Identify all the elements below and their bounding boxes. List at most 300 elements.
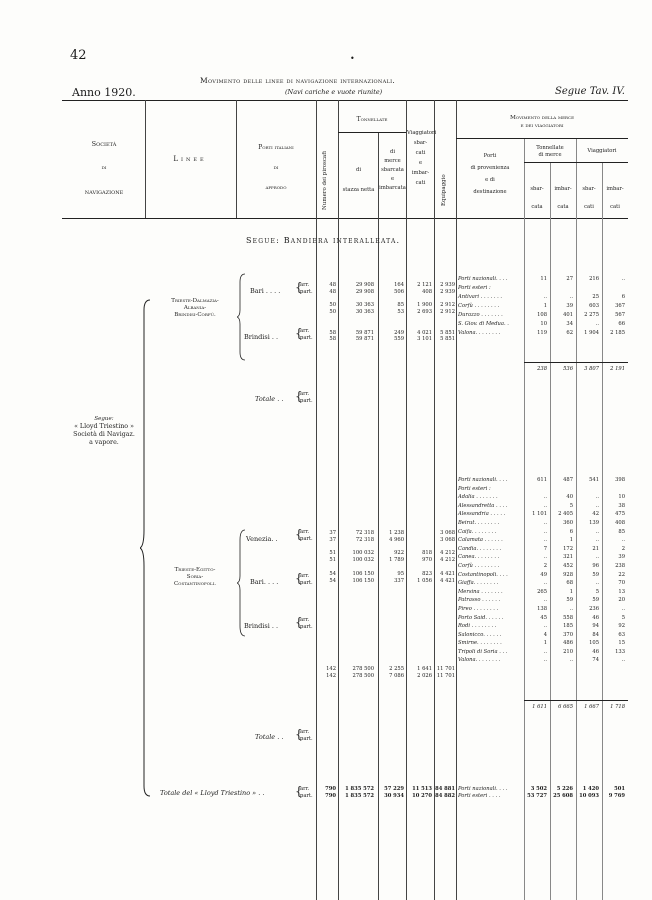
cell: Mersina . . . . . . . xyxy=(458,588,503,595)
cell: 11 513 xyxy=(412,786,432,792)
cell: 6 xyxy=(621,294,625,300)
cell: 85 xyxy=(397,302,404,309)
cell: 370 xyxy=(563,631,573,638)
cell xyxy=(406,605,432,612)
cell xyxy=(524,284,547,293)
cell: 51 xyxy=(329,557,336,564)
cell: 2 121 xyxy=(417,282,432,288)
cell: 1 420 xyxy=(582,786,599,792)
cell: 54 xyxy=(329,570,336,577)
cell: 74 xyxy=(592,657,599,664)
cell: 2 693 xyxy=(417,309,432,316)
grand-total-label: Totale del « Lloyd Triestino » . . xyxy=(160,789,265,797)
cell: 249 xyxy=(394,329,404,336)
cell: 27 xyxy=(566,276,573,282)
cell: Tripoli di Soria . . . xyxy=(458,648,508,655)
cell xyxy=(338,632,374,639)
cell: 603 xyxy=(589,303,599,309)
cell xyxy=(432,598,455,605)
rb2-total: 1 718 xyxy=(610,704,625,710)
part-tag: part. xyxy=(300,735,313,742)
rgt-sbarcati xyxy=(576,786,599,800)
cell: 50 xyxy=(329,309,336,316)
cell: 5 226 xyxy=(556,786,573,792)
cell: 25 xyxy=(592,294,599,300)
cell: Patrasso . . . . . . xyxy=(458,597,501,604)
rgt-imbarcata xyxy=(550,786,573,800)
cell: 38 xyxy=(618,502,625,509)
cell: 1 056 xyxy=(417,577,432,584)
cell: 3 068 xyxy=(440,536,455,543)
cell: Calamata . . . . . . xyxy=(458,537,503,544)
cell: 2 255 xyxy=(389,665,404,672)
l1-equip xyxy=(432,282,455,343)
cell: 4 212 xyxy=(440,557,455,564)
cell: 15 xyxy=(618,640,625,647)
rb2-total-line xyxy=(524,700,628,701)
cell: 790 xyxy=(325,792,336,799)
gt-stazza xyxy=(338,786,374,800)
l2-viagg xyxy=(406,530,432,680)
header-divider xyxy=(456,100,457,900)
header-bottom-line xyxy=(62,218,628,219)
cell: 45 xyxy=(540,614,547,621)
cell xyxy=(338,646,374,653)
port-label: Brindisi . . xyxy=(244,622,279,630)
rb2-ports xyxy=(458,476,524,665)
part-tag: part. xyxy=(300,334,313,341)
rb1-imbarcata xyxy=(550,275,573,338)
cell: Corfù . . . . . . . . xyxy=(458,562,500,569)
cell: 10 270 xyxy=(412,792,432,799)
cell xyxy=(316,659,336,666)
l2-merce xyxy=(378,530,404,680)
cell: 7 086 xyxy=(389,672,404,679)
cell: 30 363 xyxy=(355,309,374,316)
cell: Salonicco. . . . . . xyxy=(458,631,502,638)
dot-mark: • xyxy=(350,54,355,63)
cell: Beirut. . . . . . . . xyxy=(458,519,500,526)
cell xyxy=(378,591,404,598)
cell: 1 789 xyxy=(389,557,404,564)
cell: .. xyxy=(543,580,547,587)
cell: 2 912 xyxy=(440,309,455,316)
cell: 13 xyxy=(618,588,625,595)
rb2-total: 1 611 xyxy=(532,704,547,710)
arr-tag: arr. xyxy=(300,573,310,579)
cell xyxy=(406,618,432,625)
cell: Porti nazionali. . . . xyxy=(458,477,508,483)
cell: 39 xyxy=(566,303,573,309)
cell: 2 xyxy=(621,545,625,552)
cell: 48 xyxy=(329,288,336,295)
cell: 558 xyxy=(563,614,573,621)
cell: 50 xyxy=(329,302,336,309)
cell xyxy=(316,652,336,659)
header-imbarcata: imbar- cata xyxy=(554,186,572,210)
company-name: Segue: « Lloyd Triestino » Società di Navigaz. a vapore. xyxy=(73,416,135,446)
rb1-sbarcata xyxy=(524,275,547,338)
cell xyxy=(406,639,432,646)
l2-equip xyxy=(432,530,455,680)
cell: .. xyxy=(543,494,547,501)
cell: 7 xyxy=(543,545,547,552)
cell: 10 xyxy=(540,321,547,327)
sub-underline xyxy=(524,162,628,163)
rb2-total: 1 667 xyxy=(584,704,599,710)
small-brace: { xyxy=(295,784,303,798)
small-brace: { xyxy=(295,389,303,403)
cell: Alessandria . . . . . xyxy=(458,511,506,518)
header-imbarcati: imbar- cati xyxy=(606,186,624,210)
cell: 37 xyxy=(329,530,336,536)
cell: 559 xyxy=(394,336,404,343)
header-movimento: Movimento della merce e dei viaggiatori xyxy=(509,115,575,129)
cell xyxy=(338,564,374,571)
cell: 84 881 xyxy=(435,786,455,792)
cell: 2 xyxy=(543,562,547,569)
cell: 10 093 xyxy=(579,792,599,799)
cell: 9 769 xyxy=(608,792,625,799)
cell: Caifa. . . . . . . . xyxy=(458,528,497,535)
header-top-line xyxy=(62,100,628,101)
cell: 1 835 572 xyxy=(345,792,374,799)
cell: Canea. . . . . . . . xyxy=(458,554,500,561)
l1-stazza xyxy=(338,282,374,343)
cell: 506 xyxy=(394,288,404,295)
cell: 4 212 xyxy=(440,550,455,557)
cell: 367 xyxy=(615,303,625,309)
cell: Durazzo . . . . . . . xyxy=(458,312,503,318)
cell: 85 xyxy=(618,528,625,535)
cell xyxy=(338,544,374,551)
cell: 29 908 xyxy=(355,288,374,295)
cell: 72 318 xyxy=(355,530,374,536)
cell: .. xyxy=(621,276,625,282)
cell: Costantinopoli. . . . xyxy=(458,571,508,578)
cell xyxy=(406,598,432,605)
cell xyxy=(378,652,404,659)
cell xyxy=(406,323,432,330)
cell: 2 026 xyxy=(417,672,432,679)
cell: 95 xyxy=(397,570,404,577)
arr-tag: arr. xyxy=(300,391,310,397)
cell: 133 xyxy=(615,648,625,655)
cell: 48 xyxy=(329,282,336,288)
rb1-total: 2 191 xyxy=(610,366,625,372)
cell: 1 xyxy=(569,588,573,595)
arr-tag: arr. xyxy=(300,328,310,334)
cell: 501 xyxy=(614,786,625,792)
cell: 42 xyxy=(592,511,599,518)
cell xyxy=(378,598,404,605)
header-stazza: di stazza netta xyxy=(342,167,375,193)
year-label: Anno 1920. xyxy=(72,86,136,99)
cell xyxy=(338,652,374,659)
cell: Porti esteri : xyxy=(458,285,491,291)
cell: 62 xyxy=(566,330,573,336)
rb2-imbarcata xyxy=(550,476,573,665)
cell xyxy=(316,296,336,303)
cell: 139 xyxy=(589,519,599,526)
cell: 10 xyxy=(618,494,625,501)
cell: 401 xyxy=(563,312,573,318)
cell xyxy=(432,316,455,323)
rb1-ports xyxy=(458,275,524,338)
cell xyxy=(338,605,374,612)
cell: 59 xyxy=(592,571,599,578)
cell: Candia. . . . . . . . xyxy=(458,545,502,552)
gt-num xyxy=(316,786,336,800)
rb2-total: 6 665 xyxy=(558,704,573,710)
cell: Pireo . . . . . . . . xyxy=(458,605,499,612)
cell xyxy=(432,584,455,591)
cell: 37 xyxy=(329,536,336,543)
cell xyxy=(338,296,374,303)
cell xyxy=(378,659,404,666)
l1-merce xyxy=(378,282,404,343)
gt-equip xyxy=(432,786,455,800)
cell: 3 502 xyxy=(530,786,547,792)
cell xyxy=(406,544,432,551)
cell xyxy=(406,591,432,598)
header-divider xyxy=(406,100,407,900)
cell: 4 xyxy=(543,631,547,638)
cell xyxy=(378,316,404,323)
small-brace: { xyxy=(295,280,303,294)
company-brace xyxy=(140,298,152,798)
cell xyxy=(406,530,432,537)
cell xyxy=(432,296,455,303)
cell: Valona. . . . . . . . xyxy=(458,657,501,664)
cell: 487 xyxy=(563,477,573,483)
header-divider xyxy=(378,132,379,900)
cell: 2 939 xyxy=(440,282,455,288)
cell xyxy=(432,646,455,653)
part-tag: part. xyxy=(300,792,313,799)
cell xyxy=(432,591,455,598)
rb1-sbarcati xyxy=(576,275,599,338)
cell xyxy=(406,646,432,653)
cell: 29 908 xyxy=(355,282,374,288)
totale-label: Totale . . xyxy=(255,395,284,403)
cell xyxy=(338,625,374,632)
cell: 5 xyxy=(621,614,625,621)
section-title: Segue: Bandiera interalleata. xyxy=(246,236,401,245)
cell: Adalia . . . . . . . xyxy=(458,494,498,501)
cell xyxy=(378,618,404,625)
cell: 105 xyxy=(589,640,599,647)
cell: 58 xyxy=(329,329,336,336)
cell: 3 101 xyxy=(417,336,432,343)
cell xyxy=(406,296,432,303)
movimento-underline xyxy=(456,138,628,139)
page-title: Movimento delle linee di navigazione internazionali. xyxy=(200,76,396,85)
cell: 30 363 xyxy=(355,302,374,309)
cell: 66 xyxy=(618,321,625,327)
cell xyxy=(378,646,404,653)
line1-name: Trieste-Dalmazia- Albania- Brindisi-Corfù. xyxy=(171,298,219,318)
cell: 59 871 xyxy=(355,336,374,343)
cell xyxy=(406,659,432,666)
cell: 360 xyxy=(563,519,573,526)
cell xyxy=(316,323,336,330)
cell: 265 xyxy=(537,588,547,595)
small-brace: { xyxy=(295,326,303,340)
header-societa: Società di navigazione xyxy=(84,140,124,196)
cell xyxy=(378,625,404,632)
rb2-sbarcati xyxy=(576,476,599,665)
cell: 567 xyxy=(615,312,625,318)
rb1-imbarcati xyxy=(602,275,625,338)
cell xyxy=(316,625,336,632)
cell: 823 xyxy=(422,570,432,577)
cell: Giaffa. . . . . . . . xyxy=(458,580,499,587)
cell: 1 xyxy=(569,537,573,544)
page-number: 42 xyxy=(70,48,87,63)
cell: 790 xyxy=(325,786,336,792)
cell: .. xyxy=(595,580,599,587)
cell: .. xyxy=(543,528,547,535)
cell: 1 835 572 xyxy=(345,786,374,792)
cell: 40 xyxy=(566,494,573,501)
cell: 486 xyxy=(563,640,573,647)
cell: 100 032 xyxy=(352,557,374,564)
cell: 68 xyxy=(566,580,573,587)
cell: 96 xyxy=(592,562,599,569)
cell: .. xyxy=(543,554,547,561)
cell: Valona. . . . . . . . xyxy=(458,330,501,336)
part-tag: part. xyxy=(300,288,313,295)
cell xyxy=(432,652,455,659)
cell: 84 xyxy=(592,631,599,638)
cell: 46 xyxy=(592,614,599,621)
cell: 4 421 xyxy=(440,570,455,577)
cell: .. xyxy=(543,294,547,300)
cell: Porti esteri : xyxy=(458,485,491,492)
cell: .. xyxy=(569,294,573,300)
cell: 398 xyxy=(615,477,625,483)
cell: 58 xyxy=(329,336,336,343)
cell xyxy=(432,564,455,571)
rgt-imbarcati xyxy=(602,786,625,800)
header-tonnellate: Tonnellate xyxy=(356,116,388,123)
cell: 1 xyxy=(543,640,547,647)
cell xyxy=(338,639,374,646)
cell xyxy=(316,646,336,653)
small-brace: { xyxy=(295,527,303,541)
cell: Porti nazionali. . . . xyxy=(458,786,508,792)
header-porti-italiani: Porti italiani di approdo xyxy=(258,144,294,191)
cell: 46 xyxy=(592,648,599,655)
cell: 172 xyxy=(563,545,573,552)
cell: 11 701 xyxy=(436,665,455,672)
l2-num xyxy=(316,530,336,680)
header-divider xyxy=(316,100,317,900)
cell xyxy=(432,612,455,619)
cell: 4 960 xyxy=(389,536,404,543)
header-viaggiatori: Viaggiatori sbar- cati e imbar- cati xyxy=(407,130,437,186)
cell xyxy=(406,612,432,619)
cell: 210 xyxy=(563,648,573,655)
cell: 94 xyxy=(592,623,599,630)
cell: .. xyxy=(595,494,599,501)
cell: 72 318 xyxy=(355,536,374,543)
cell: 138 xyxy=(537,605,547,612)
cell: 1 101 xyxy=(532,511,547,518)
cell xyxy=(378,296,404,303)
cell: 5 851 xyxy=(440,336,455,343)
cell: 321 xyxy=(563,554,573,561)
cell xyxy=(602,284,625,293)
cell xyxy=(338,612,374,619)
cell: 5 xyxy=(595,588,599,595)
cell xyxy=(378,639,404,646)
cell: 475 xyxy=(615,511,625,518)
cell: 185 xyxy=(563,623,573,630)
cell xyxy=(316,544,336,551)
cell: 53 727 xyxy=(527,792,547,799)
cell: 142 xyxy=(326,672,336,679)
arr-tag: arr. xyxy=(300,729,310,735)
cell xyxy=(316,618,336,625)
cell: 278 500 xyxy=(352,672,374,679)
cell: .. xyxy=(569,605,573,612)
header-sbarcati: sbar- cati xyxy=(582,186,596,210)
cell: S. Giov. di Medua. . xyxy=(458,321,509,327)
cell xyxy=(406,316,432,323)
cell xyxy=(432,605,455,612)
cell: 236 xyxy=(589,605,599,612)
port-label: Brindisi . . xyxy=(244,333,279,341)
cell: 20 xyxy=(618,597,625,604)
cell: Alessandretta . . . . xyxy=(458,502,508,509)
cell xyxy=(432,639,455,646)
cell: 5 851 xyxy=(440,329,455,336)
rgt-sbarcata xyxy=(524,786,547,800)
cell: 1 238 xyxy=(389,530,404,536)
cell xyxy=(338,316,374,323)
cell xyxy=(378,323,404,330)
cell xyxy=(378,544,404,551)
cell xyxy=(406,537,432,544)
rb1-total: 238 xyxy=(537,366,547,372)
cell: 611 xyxy=(537,477,547,483)
cell: 70 xyxy=(618,580,625,587)
cell xyxy=(316,598,336,605)
header-numero-piroscafi: Numero dei piroscafi xyxy=(322,151,328,210)
cell: 92 xyxy=(618,623,625,630)
cell xyxy=(432,625,455,632)
cell: 1 641 xyxy=(417,665,432,672)
header-tonn-merce: Tonnellate di merce xyxy=(536,145,564,158)
cell xyxy=(432,544,455,551)
cell xyxy=(576,485,599,494)
cell: 108 xyxy=(537,312,547,318)
port-label: Venezia. . xyxy=(246,535,278,543)
cell xyxy=(316,316,336,323)
part-tag: part. xyxy=(300,623,313,630)
cell: 63 xyxy=(618,631,625,638)
gt-viagg xyxy=(406,786,432,800)
cell: .. xyxy=(595,321,599,327)
cell: .. xyxy=(543,537,547,544)
cell xyxy=(316,564,336,571)
cell xyxy=(378,632,404,639)
cell xyxy=(576,284,599,293)
cell: .. xyxy=(621,657,625,664)
page-subtitle: (Navi cariche e vuote riunite) xyxy=(285,88,383,96)
